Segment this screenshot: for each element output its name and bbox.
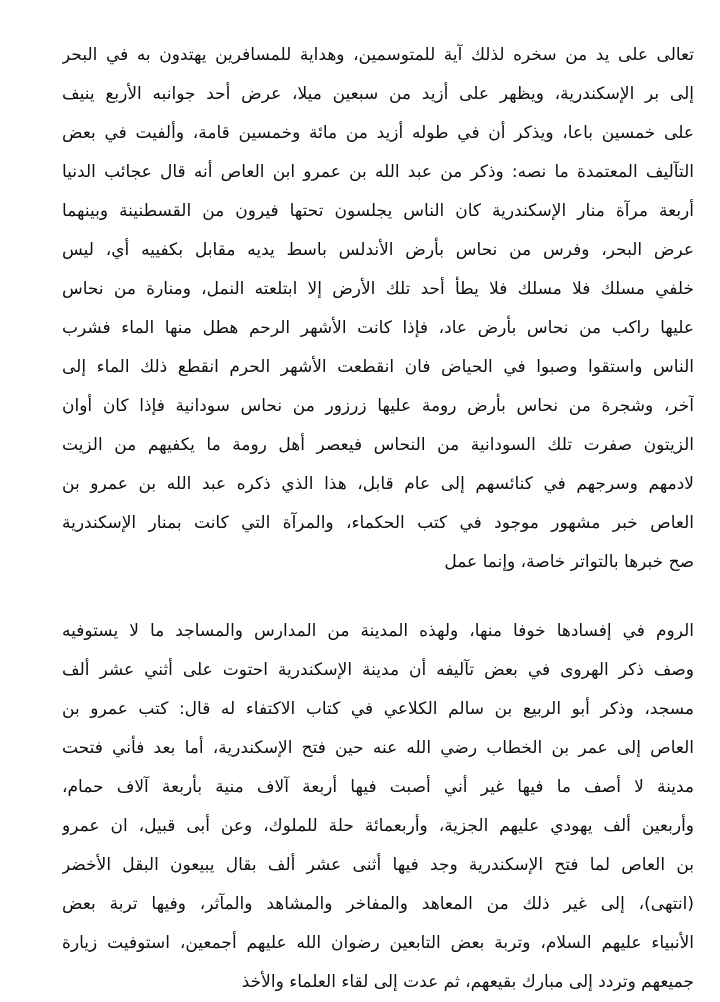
text-line: العاص إلى عمر بن الخطاب رضي الله عنه حين فتح الإسكندرية، أما بعد فأني فتحت	[62, 738, 694, 758]
document-page	[62, 36, 694, 1002]
text-line: مسجد، وذكر أبو الربيع بن سالم الكلاعي في كتاب الاكتفاء له قال: كتب عمرو بن	[62, 699, 694, 719]
text-line: عليها راكب من نحاس بأرض عاد، فإذا كانت الأشهر الرحم هطل منها الماء فشرب	[62, 318, 694, 338]
text-line: صح خبرها بالتواتر خاصة، وإنما عمل	[444, 552, 694, 572]
text-line: مدينة لا أصف ما فيها غير أني أصبت فيها أربعة آلاف منية بأربعة آلاف حمام،	[62, 777, 694, 797]
text-line: أربعة مرآة منار الإسكندرية كان الناس يجلسون تحتها فيرون من القسطنينة وبينهما	[62, 201, 694, 221]
text-line: جميعهم وتردد إلى مبارك بقيعهم، ثم عدت إلى لقاء العلماء والأخذ	[241, 972, 694, 992]
text-line: وأربعين ألف يهودي عليهم الجزية، وأربعمائة حلة للملوك، وعن أبى قبيل، ان عمرو	[62, 816, 694, 836]
text-line: خلفي مسلك فلا مسلك فلا يطأ أحد تلك الأرض إلا ابتلعته النمل، ومنارة من نحاس	[62, 279, 694, 299]
text-line: الروم في إفسادها خوفا منها، ولهذه المدينة من المدارس والمساجد ما لا يستوفيه	[62, 621, 694, 641]
text-line: وصف ذكر الهروى في بعض تآليفه أن مدينة الإسكندرية احتوت على أثني عشر ألف	[62, 660, 694, 680]
text-line: على خمسين باعا، ويذكر أن في طوله أزيد من مائة وخمسين قامة، وألفيت في بعض	[62, 123, 694, 143]
text-line: التآليف المعتمدة ما نصه: وذكر من عبد الله بن عمرو ابن العاص أنه قال عجائب الدنيا	[62, 162, 694, 182]
text-line: تعالى على يد من سخره لذلك آية للمتوسمين، وهداية للمسافرين يهتدون به في البحر	[62, 45, 694, 65]
text-line: (انتهى)، إلى غير ذلك من المعاهد والمفاخر والمشاهد والمآثر، وفيها تربة بعض	[62, 894, 694, 914]
paragraph-1	[62, 36, 694, 582]
text-line: آخر، وشجرة من نحاس بأرض رومة عليها زرزور من نحاس سودانية فإذا كان أوان	[62, 396, 694, 416]
text-line: عرض البحر، وفرس من نحاس بأرض الأندلس باسط يديه مقابل بكفييه أي، ليس	[62, 240, 694, 260]
text-line: الناس واستقوا وصبوا في الحياض فان انقطعت الأشهر الحرم انقطع ذلك الماء إلى	[62, 357, 694, 377]
paragraph-2	[62, 612, 694, 1002]
text-line: لادمهم وسرجهم في كنائسهم إلى عام قابل، هذا الذي ذكره عبد الله بن عمرو بن	[62, 474, 694, 494]
text-line: الأنبياء عليهم السلام، وتربة بعض التابعين رضوان الله عليهم أجمعين، استوفيت زيارة	[62, 933, 694, 953]
text-line: إلى بر الإسكندرية، ويظهر على أزيد من سبعين ميلا، عرض أحد جوانبه الأربع ينيف	[62, 84, 694, 104]
text-line: الزيتون صفرت تلك السودانية من النحاس فيعصر أهل رومة ما يكفيهم من الزيت	[62, 435, 694, 455]
text-line: العاص خبر مشهور موجود في كتب الحكماء، والمرآة التي كانت بمنار الإسكندرية	[62, 513, 694, 533]
text-line: بن العاص لما فتح الإسكندرية وجد فيها أثنى عشر ألف بقال يبيعون البقل الأخضر	[62, 855, 694, 875]
paragraph-gap	[62, 582, 694, 612]
